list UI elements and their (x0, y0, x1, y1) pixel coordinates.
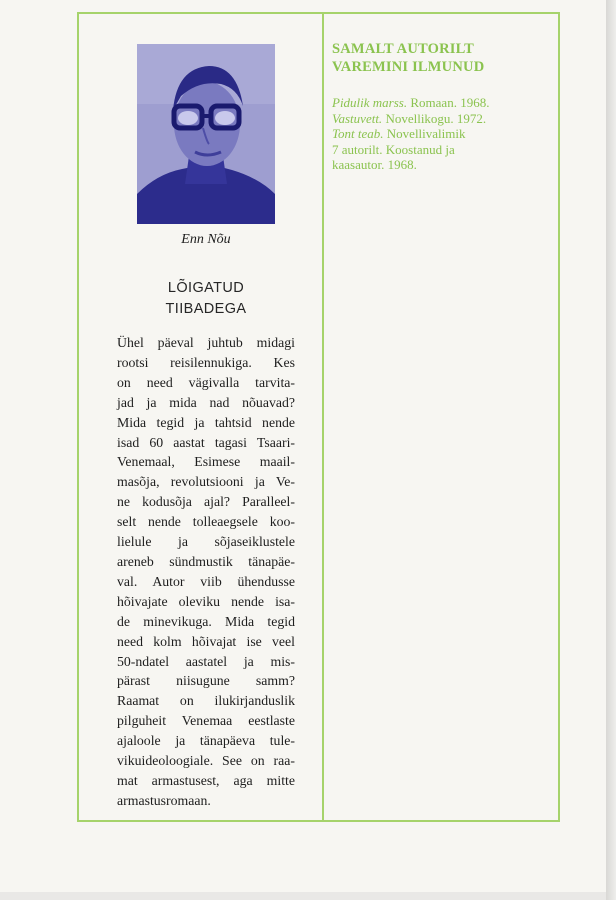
author-photo (137, 44, 275, 224)
blurb-line: jad ja mida nad nõuavad? (117, 394, 295, 410)
blurb-line: areneb sündmustik tänapäe- (117, 553, 295, 569)
blurb-line: Ühel päeval juhtub midagi (117, 335, 295, 350)
previous-work-line (332, 126, 552, 142)
previous-works-heading-line: VAREMINI ILMUNUD (332, 59, 485, 75)
author-caption: Enn Nõu (181, 232, 231, 247)
previous-work-line (332, 111, 552, 127)
book-title (117, 278, 295, 320)
previous-works-heading (332, 40, 552, 76)
blurb-line: pärast niisugune samm? (117, 673, 295, 689)
work-details: Novellikogu. 1972. (382, 110, 487, 126)
blurb-line: Raamat on ilukirjanduslik (117, 693, 295, 709)
blurb-line: lielule ja sõjaseiklustele (117, 534, 295, 550)
work-details: Romaan. 1968. (407, 95, 490, 110)
work-details: Novellivalimik (383, 126, 466, 142)
blurb-line: 50-ndatel aastatel ja mis- (117, 653, 295, 669)
work-title: Vastuvett. (332, 110, 383, 126)
previous-work-line (332, 142, 552, 158)
previous-work-line (332, 157, 552, 173)
blurb-line: selt nende tolleaegsele koo- (117, 514, 295, 530)
blurb-line: armastusromaan. (117, 792, 211, 808)
blurb-line: mat armastusest, aga mitte (117, 772, 295, 788)
book-title-line: LÕIGATUD (167, 280, 245, 296)
column-divider (322, 12, 324, 822)
blurb-line: isad 60 aastat tagasi Tsaari- (117, 434, 295, 450)
blurb-line: hõivajate oleviku nende isa- (117, 593, 295, 609)
book-blurb (117, 333, 295, 811)
blurb-line: ajaloole ja tänapäeva tule- (117, 733, 295, 749)
work-details: 7 autorilt. Koostanud ja (332, 141, 455, 157)
previous-works-list (332, 95, 552, 173)
blurb-line: rootsi reisilennukiga. Kes (117, 354, 295, 370)
blurb-line: masõja, revolutsiooni ja Ve- (117, 474, 295, 490)
blurb-line: need kolm hõivajat ise veel (117, 633, 295, 649)
blurb-line: de minevikuga. Mida tegid (117, 613, 295, 629)
blurb-line: Mida tegid ja tahtsid nende (117, 414, 295, 430)
blurb-line: Venemaal, Esimese maail- (117, 454, 295, 470)
book-title-line: TIIBADEGA (165, 301, 247, 317)
work-title: Pidulik marss. (332, 95, 408, 110)
blurb-line: vikuideoloogiale. See on raa- (117, 753, 295, 769)
blurb-line: ne kodusõja ajal? Paralleel- (117, 494, 295, 510)
work-title: Tont teab. (332, 126, 384, 142)
work-details: kaasautor. 1968. (332, 157, 417, 173)
page-edge (606, 0, 616, 900)
blurb-line: val. Autor viib ühendusse (117, 573, 295, 589)
previous-works-heading-line: SAMALT AUTORILT (332, 41, 475, 57)
previous-work-line (332, 95, 552, 111)
blurb-line: pilguheit Venemaa eestlaste (117, 713, 295, 729)
blurb-line: on need vägivalla tarvita- (117, 374, 295, 390)
